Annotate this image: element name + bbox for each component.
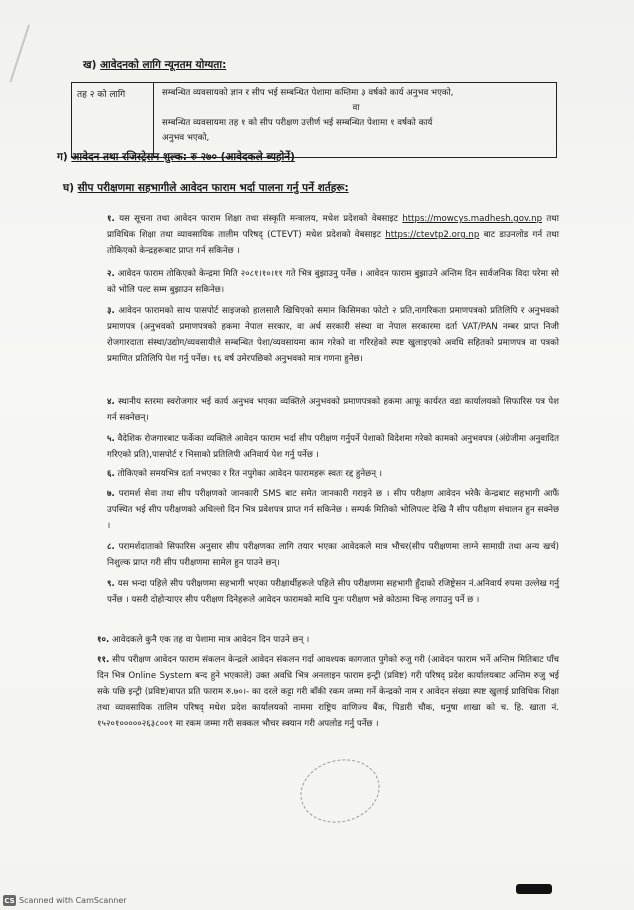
section-ga-text: आवेदन तथा रजिस्ट्रेसन शुल्क: रु २७० (आवेदकले ब्यहोर्ने)	[71, 151, 295, 163]
section-gha-marker: घ)	[63, 182, 75, 194]
page-number-redacted	[516, 884, 552, 894]
item-text: आवेदकले कुनै एक तह वा पेशामा मात्र आवेदन दिन पाउने छन् ।	[111, 635, 310, 645]
section-kha-title: आवेदनको लागि न्यूनतम योग्यता:	[100, 59, 227, 71]
ctevt-website-link[interactable]: https://ctevtp2.org.np	[385, 230, 480, 240]
item-text: परामर्श सेवा तथा सीप परीक्षणको जानकारी SMS बाट समेत जानकारी गराइने छ । सीप परीक्षण आवेदन भरेकै केन्द्रबाट सहभागी आफैं उपस्थित भई सीप परीक्षणको अधिल्लो दिन भित्र प्रवेशपत्र प्राप्त गर्न सकिनेछ । सम्पर्क मितिको भोलिपल्ट देखि नै सीप परीक्षण संचालन हुन सक्नेछ ।	[107, 489, 559, 531]
scanner-text: Scanned with CamScanner	[19, 896, 127, 905]
list-item-9	[107, 576, 559, 608]
office-stamp	[294, 751, 387, 831]
list-item-5	[107, 431, 559, 463]
requirement-line-3: अनुभव भएको,	[162, 133, 210, 143]
item-number: ४.	[107, 397, 115, 407]
item-number: ७.	[107, 489, 115, 499]
item-text: आवेदन फाराम तोकिएको केन्द्रमा मिति २०८१।१०।११ गते भित्र बुझाउनु पर्नेछ । आवेदन फाराम बुझाउने अन्तिम दिन सार्वजनिक विदा परेमा सो को भोलि पल्ट सम्म बुझाउन सकिनेछ।	[107, 269, 559, 295]
item-text: स्थानीय स्तरमा स्वरोजगार भई कार्य अनुभव भएका व्यक्तिले अनुभवको प्रमाणपत्रको हकमा आफू कार्यरत वडा कार्यालयको सिफारिस पत्र पेश गर्न सक्नेछन्।	[107, 397, 559, 423]
scanner-watermark	[3, 895, 127, 906]
requirement-line-1: सम्बन्धित व्यवसायको ज्ञान र सीप भई सम्बन्धित पेशामा कम्तिमा ३ वर्षको कार्य अनुभव भएको,	[162, 88, 454, 98]
item-number: २.	[107, 269, 115, 279]
list-item-8	[107, 539, 559, 571]
section-gha-heading	[63, 181, 349, 195]
requirement-or: वा	[352, 103, 360, 113]
item-text: आवेदन फारामको साथ पासपोर्ट साइजको हालसालै खिचिएको समान किसिमका फोटो २ प्रति,नागरिकता प्रमाणपत्रको प्रतिलिपि र अनुभवको प्रमाणपत्र (अनुभवको प्रमाणपत्रको हकमा नेपाल सरकार, वा अर्ध सरकारी संस्था वा नेपाल सरकारमा दर्ता VAT/PAN नम्बर प्राप्त निजी रोजगारदाता संस्था/उद्योग/व्यवसायीले सम्बन्धित पेशा/व्यवसायमा काम गरेको वा गरिरहेको स्पष्ट खुलाइएको अवधि सहितको प्रमाणपत्र वा पत्रको प्रमाणित प्रतिलिपि पेश गर्नु पर्नेछ। १६ वर्ष उमेरपछिको अनुभवको मात्र गणना हुनेछ।	[107, 306, 559, 364]
item-number: १०.	[97, 635, 110, 645]
list-item-1	[107, 211, 559, 259]
qualification-table	[71, 82, 557, 158]
table-level-cell: तह २ को लागि	[72, 83, 154, 157]
list-item-6	[107, 466, 559, 482]
item-number: ९.	[107, 579, 115, 589]
list-item-7	[107, 486, 559, 534]
item-text: तोकिएको समयभित्र दर्ता नभएका र रित नपुगेका आवेदन फारामहरू स्वतः रद्द हुनेछन् ।	[117, 469, 382, 479]
paper-crease	[10, 25, 59, 92]
item-text: सीप परीक्षण आवेदन फाराम संकलन केन्द्रले आवेदन संकलन गर्दा आवश्यक कागजात पुगेको रुजु गरी (आवेदन फाराम भर्ने अन्तिम मितिबाट पाँच दिन भित्र Online System बन्द हुने भएकाले) उक्त अवधि भित्र अनलाइन फाराम इन्ट्री (प्रविष्ट) गरी परिषद् प्रदेश कार्यालयबाट अन्तिम रुजु भई सके पछि इन्ट्री (प्रविष्ट)बापत प्रति फाराम रु.७०।- का दरले कट्टा गरी बाँकी रकम जम्मा गर्ने केन्द्रको नाम र आवेदन संख्या स्पष्ट खुलाई प्राविधिक शिक्षा तथा व्यावसायिक तालिम परिषद् मधेश प्रदेश कार्यालयको नाममा राष्ट्रिय वाणिज्य बैंक, पिडारी चौक, धनुषा शाखा को च. हि. खाता नं. १५२०१०००००२६३८००१ मा रकम जम्मा गरी सक्कल भौचर स्क्यान गरी अपलोड गर्नु पर्नेछ ।	[97, 655, 559, 729]
item-number: ५.	[107, 434, 115, 444]
section-kha-heading	[83, 58, 226, 72]
section-ga-heading	[57, 150, 295, 164]
item-text: यस भन्दा पहिले सीप परीक्षणमा सहभागी भएका परीक्षार्थीहरूले पहिले सीप परीक्षणमा सहभागी हुँदाको रजिष्ट्रेसन नं.अनिवार्य रुपमा उल्लेख गर्नु पर्नेछ । यसरी दोहोऱ्याएर सीप परीक्षण दिनेहरूले आवेदन फारामको माथि पुनः परीक्षण भन्ने कोठामा चिन्ह लगाउनु पर्ने छ ।	[107, 579, 559, 605]
list-item-3	[107, 303, 559, 367]
item-text-part: यस सूचना तथा आवेदन फाराम शिक्षा तथा संस्कृति मन्त्रालय, मधेश प्रदेशको वेबसाइट	[119, 214, 398, 224]
mowcys-website-link[interactable]: https://mowcys.madhesh.gov.np	[402, 214, 543, 224]
item-number: १.	[107, 214, 115, 224]
item-number: ३.	[107, 306, 115, 316]
item-text-part: तथा प्राविधिक शिक्षा तथा व्यावसायिक तालीम परिषद् (CTEVT) मधेश प्रदेशको वेबसाइट	[107, 214, 559, 240]
item-number: ६.	[107, 469, 115, 479]
camscanner-icon: CS	[4, 896, 15, 905]
section-gha-title: सीप परीक्षणमा सहभागीले आवेदन फाराम भर्दा पालना गर्नु पर्ने शर्तहरू:	[77, 182, 349, 194]
list-item-4	[107, 394, 559, 426]
list-item-11	[97, 652, 559, 732]
item-number: ८.	[107, 542, 115, 552]
list-item-10	[97, 632, 559, 648]
section-kha-marker: ख)	[83, 59, 97, 71]
item-text: वैदेशिक रोजगारबाट फर्केका व्यक्तिले आवेदन फाराम भर्दा सीप परीक्षण गर्नुपर्ने पेशाको विदेशमा गरेको कामको अनुभवपत्र (अंग्रेजीमा अनुवादित गरिएको प्रति),पासपोर्ट र भिसाको प्रतिलिपी अनिवार्य पेश गर्नु पर्नेछ ।	[107, 434, 559, 460]
item-text: परामर्शदाताको सिफारिस अनुसार सीप परीक्षणका लागि तयार भएका आवेदकले मात्र भौचर(सीप परीक्षणमा लाग्ने सामाग्री तथा अन्य खर्च) निशुल्क प्राप्त गरी सीप परीक्षणमा सामेल हुन पाउने छन्।	[107, 542, 559, 568]
list-item-2	[107, 266, 559, 298]
section-ga-marker: ग)	[57, 151, 68, 163]
table-requirement-cell	[154, 83, 556, 157]
item-number: ११.	[97, 655, 110, 665]
item-text-part: बाट डाउनलोड गर्न तथा तोकिएको केन्द्रहरूबाट प्राप्त गर्न सकिनेछ ।	[107, 230, 559, 256]
requirement-line-2: सम्बन्धित व्यवसायमा तह १ को सीप परीक्षण उत्तीर्ण भई सम्बन्धित पेशामा १ वर्षको कार्य	[162, 118, 433, 128]
